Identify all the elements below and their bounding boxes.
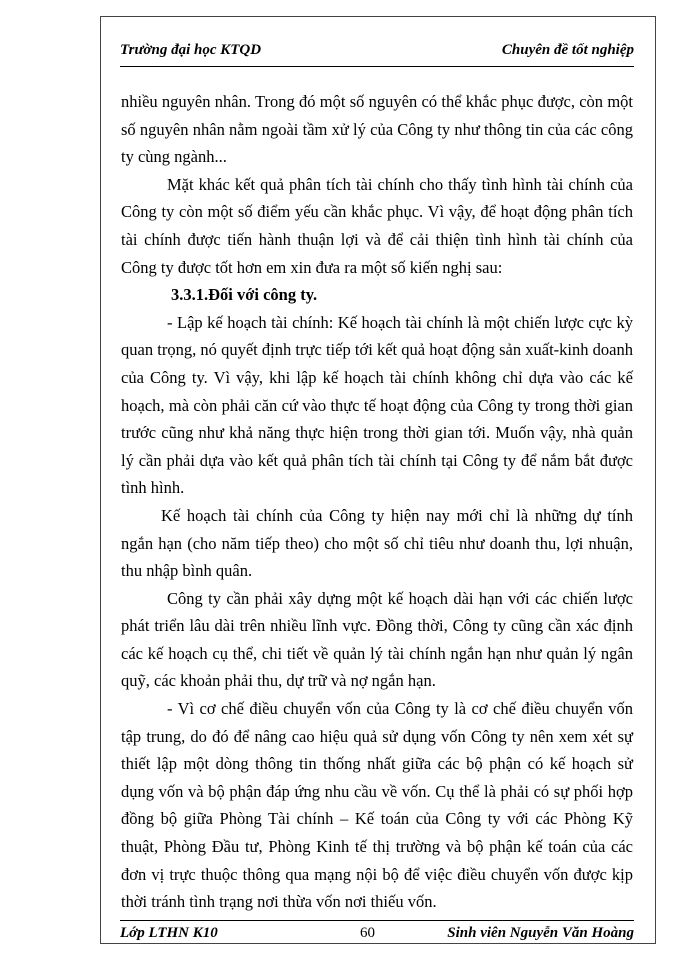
document-body	[121, 88, 633, 916]
paragraph-6: - Vì cơ chế điều chuyển vốn của Công ty là cơ chế điều chuyển vốn tập trung, do đó để nâng cao hiệu quả sử dụng vốn Công ty nên xem xét sự thiết lập một dòng thông tin thống nhất giữa các bộ phận có kế hoạch sử dụng vốn và bộ phận đáp ứng nhu cầu về vốn. Cụ thể là phải có sự phối hợp đồng bộ giữa Phòng Tài chính – Kế toán của Công ty với các Phòng Kỹ thuật, Phòng Đầu tư, Phòng Kinh tế thị trường và bộ phận kế toán của các đơn vị trực thuộc thông qua mạng nội bộ để việc điều chuyển vốn được kịp thời tránh tình trạng nơi thừa vốn nơi thiếu vốn.	[121, 699, 633, 912]
paragraph-5: Công ty cần phải xây dựng một kế hoạch dài hạn với các chiến lược phát triển lâu dài trên nhiều lĩnh vực. Đồng thời, Công ty cũng cần xác định các kế hoạch cụ thể, chi tiết về quản lý tài chính ngắn hạn như quản lý ngân quỹ, các khoản phải thu, dự trữ và nợ ngắn hạn.	[121, 588, 633, 691]
page-footer	[120, 920, 634, 945]
page-number: 60	[360, 925, 375, 941]
paragraph-2: Mặt khác kết quả phân tích tài chính cho thấy tình hình tài chính của Công ty còn một số điểm yếu cần khắc phục. Vì vậy, để hoạt động phân tích tài chính được tiến hành thuận lợi và để cải thiện tình hình tài chính của Công ty được tốt hơn em xin đưa ra một số kiến nghị sau:	[121, 174, 633, 277]
page-header	[120, 42, 634, 67]
paragraph-1: nhiều nguyên nhân. Trong đó một số nguyên có thể khắc phục được, còn một số nguyên nhân nằm ngoài tầm xử lý của Công ty như thông tin của các công ty cùng ngành...	[121, 92, 633, 167]
paragraph-4: Kế hoạch tài chính của Công ty hiện nay mới chỉ là những dự tính ngắn hạn (cho năm tiếp theo) cho một số chỉ tiêu như doanh thu, lợi nhuận, thu nhập bình quân.	[121, 505, 633, 581]
section-heading: 3.3.1.Đối với công ty.	[171, 285, 318, 305]
footer-class: Lớp LTHN K10	[120, 925, 218, 941]
header-school: Trường đại học KTQD	[120, 42, 262, 58]
header-doc-type: Chuyên đề tốt nghiệp	[501, 42, 634, 58]
paragraph-3: - Lập kế hoạch tài chính: Kế hoạch tài chính là một chiến lược cực kỳ quan trọng, nó quyết định trực tiếp tới kết quả hoạt động sản xuất-kinh doanh của Công ty. Vì vậy, khi lập kế hoạch tài chính không chỉ dựa vào các kế hoạch, mà còn phải căn cứ vào thực tế hoạt động của Công ty trong thời gian trước cũng như khả năng thực hiện trong thời gian tới. Muốn vậy, nhà quản lý cần phải dựa vào kết quả phân tích tài chính tại Công ty để nắm bắt được tình hình.	[121, 312, 633, 498]
footer-student: Sinh viên Nguyễn Văn Hoàng	[447, 925, 634, 941]
